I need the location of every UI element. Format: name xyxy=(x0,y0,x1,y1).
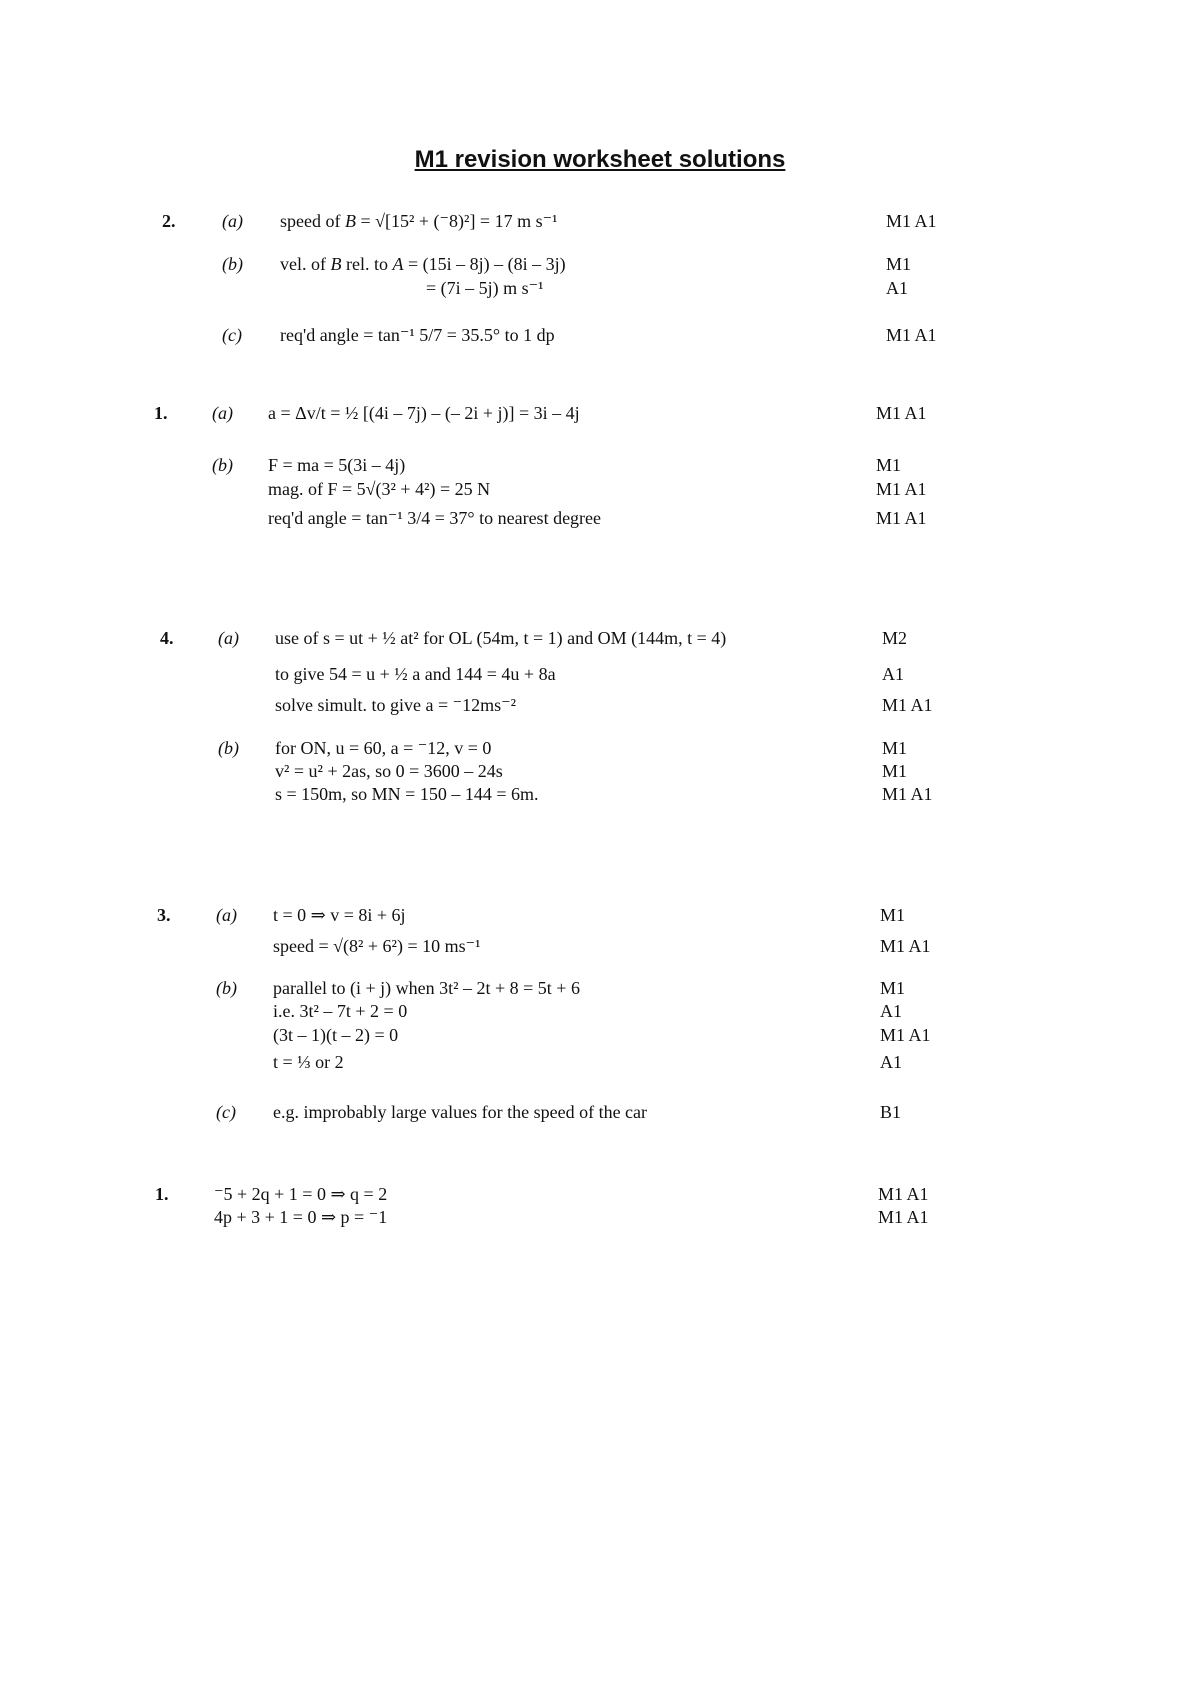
q2-b-working-1: vel. of B rel. to A = (15i – 8j) – (8i – 3j) xyxy=(280,254,566,274)
q1b-working-1: ⁻5 + 2q + 1 = 0 ⇒ q = 2 xyxy=(214,1184,388,1204)
question-number: 3. xyxy=(157,905,171,925)
q2-a-post: = √[15² + (⁻8)²] = 17 m s⁻¹ xyxy=(355,211,558,231)
marks: M1 A1 xyxy=(880,1025,931,1045)
question-number: 1. xyxy=(155,1184,169,1204)
q3-b-working-1: parallel to (i + j) when 3t² – 2t + 8 = 5t + 6 xyxy=(273,978,580,998)
part-label: (b) xyxy=(216,978,237,998)
marks: M1 xyxy=(880,905,906,925)
part-label: (c) xyxy=(222,325,242,345)
q4-a-working-2: to give 54 = u + ½ a and 144 = 4u + 8a xyxy=(275,664,556,684)
q1-b-working-2: mag. of F = 5√(3² + 4²) = 25 N xyxy=(268,479,491,499)
q2-c-working: req'd angle = tan⁻¹ 5/7 = 35.5° to 1 dp xyxy=(280,325,555,345)
q3-b-working-4: t = ⅓ or 2 xyxy=(273,1052,344,1072)
q3-b-working-3: (3t – 1)(t – 2) = 0 xyxy=(273,1025,399,1045)
marks: M1 xyxy=(882,761,908,781)
q3-b-working-2: i.e. 3t² – 7t + 2 = 0 xyxy=(273,1001,408,1021)
q3-a-working-1: t = 0 ⇒ v = 8i + 6j xyxy=(273,905,406,925)
q1-b-working-1: F = ma = 5(3i – 4j) xyxy=(268,455,406,475)
q3-c-working: e.g. improbably large values for the speed of the car xyxy=(273,1102,648,1122)
q2-b-pre: vel. of xyxy=(280,254,331,274)
marks: A1 xyxy=(880,1001,902,1021)
marks: M1 xyxy=(882,738,908,758)
part-label: (c) xyxy=(216,1102,236,1122)
marks: A1 xyxy=(886,278,908,298)
q4-b-working-1: for ON, u = 60, a = ⁻12, v = 0 xyxy=(275,738,492,758)
marks: B1 xyxy=(880,1102,902,1122)
part-label: (a) xyxy=(218,628,239,648)
question-number: 1. xyxy=(154,403,168,423)
q4-a-working-3: solve simult. to give a = ⁻12ms⁻² xyxy=(275,695,517,715)
marks: M1 A1 xyxy=(886,325,937,345)
part-label: (a) xyxy=(222,211,243,231)
part-label: (a) xyxy=(216,905,237,925)
marks: M1 xyxy=(876,455,902,475)
question-number: 4. xyxy=(160,628,174,648)
q2-b-mid: rel. to xyxy=(341,254,393,274)
q2-a-pre: speed of xyxy=(280,211,345,231)
q1-a-working: a = Δv/t = ½ [(4i – 7j) – (– 2i + j)] = 3i – 4j xyxy=(268,403,580,423)
q4-a-working-1: use of s = ut + ½ at² for OL (54m, t = 1) and OM (144m, t = 4) xyxy=(275,628,727,648)
marks: M1 A1 xyxy=(880,936,931,956)
q1-b-working-3: req'd angle = tan⁻¹ 3/4 = 37° to nearest degree xyxy=(268,508,602,528)
marks: M1 xyxy=(880,978,906,998)
q2-b-working-2: = (7i – 5j) m s⁻¹ xyxy=(426,278,544,298)
marks: M1 A1 xyxy=(876,403,927,423)
marks: M1 xyxy=(886,254,912,274)
q4-b-working-3: s = 150m, so MN = 150 – 144 = 6m. xyxy=(275,784,539,804)
part-label: (a) xyxy=(212,403,233,423)
marks: M1 A1 xyxy=(882,784,933,804)
question-number: 2. xyxy=(162,211,176,231)
q1b-working-2: 4p + 3 + 1 = 0 ⇒ p = ⁻1 xyxy=(214,1207,388,1227)
q3-a-working-2: speed = √(8² + 6²) = 10 ms⁻¹ xyxy=(273,936,481,956)
page-title: M1 revision worksheet solutions xyxy=(414,146,786,173)
marks: A1 xyxy=(880,1052,902,1072)
marks: M1 A1 xyxy=(876,508,927,528)
marks: M1 A1 xyxy=(882,695,933,715)
marks: M1 A1 xyxy=(878,1207,929,1227)
part-label: (b) xyxy=(212,455,233,475)
marks: M2 xyxy=(882,628,908,648)
marks: M1 A1 xyxy=(886,211,937,231)
part-label: (b) xyxy=(218,738,239,758)
marks: M1 A1 xyxy=(876,479,927,499)
q2-b-post: = (15i – 8j) – (8i – 3j) xyxy=(403,254,566,274)
q2-a-working: speed of B = √[15² + (⁻8)²] = 17 m s⁻¹ xyxy=(280,211,558,231)
marks: A1 xyxy=(882,664,904,684)
q4-b-working-2: v² = u² + 2as, so 0 = 3600 – 24s xyxy=(275,761,503,781)
marks: M1 A1 xyxy=(878,1184,929,1204)
part-label: (b) xyxy=(222,254,243,274)
